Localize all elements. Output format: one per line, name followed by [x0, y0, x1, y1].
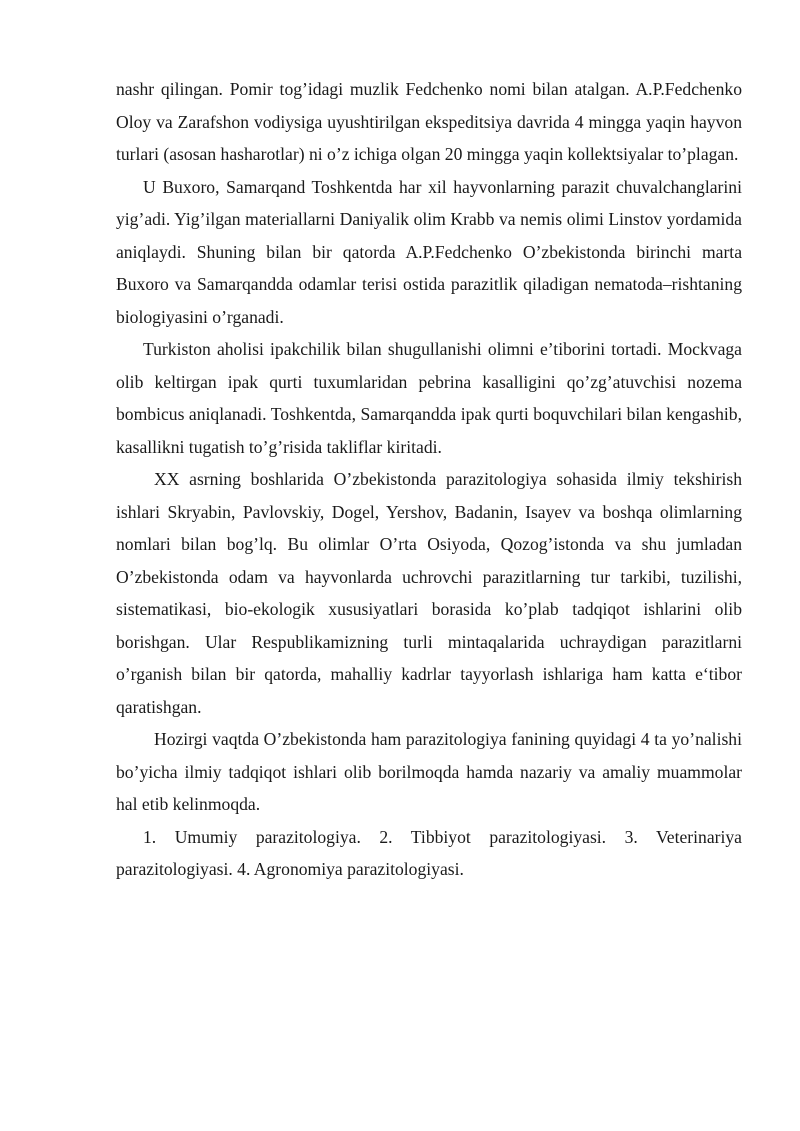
document-page: [116, 73, 742, 886]
paragraph-sericulture: Turkiston aholisi ipakchilik bilan shugullanishi olimni e’tiborini tortadi. Mockvaga olib keltirgan ipak qurti tuxumlaridan pebrina kasalligini qo’zg’atuvchisi nozema bombicus aniqlanadi. Toshkentda, Samarqandda ipak qurti boquvchilari bilan kengashib, kasallikni tugatish to’g’risida takliflar kiritadi.: [116, 339, 742, 457]
paragraph-20th-century-research: XX asrning boshlarida O’zbekistonda parazitologiya sohasida ilmiy tekshirish ishlari Skryabin, Pavlovskiy, Dogel, Yershov, Badanin, Isayev va boshqa olimlarning nomlari bilan bog’lq. Bu olimlar O’rta Osiyoda, Qozog’istonda va shu jumladan O’zbekistonda odam va hayvonlarda uchrovchi parazitlarning tur tarkibi, tuzilishi, sistematikasi, bio-ekologik xususiyatlari borasida ko’plab tadqiqot ishlarini olib borishgan. Ular Respublikamizning turli mintaqalarida uchraydigan parazitlarni o’rganish bilan bir qatorda, mahalliy kadrlar tayyorlash ishlariga ham katta e‘tibor qaratishgan.: [116, 469, 742, 717]
paragraph-parasitic-worms: U Buxoro, Samarqand Toshkentda har xil hayvonlarning parazit chuvalchanglarini yig’adi. Yig’ilgan materiallarni Daniyalik olim Krabb va nemis olimi Linstov yordamida aniqlaydi. Shuning bilan bir qatorda A.P.Fedchenko O’zbekistonda birinchi marta Buxoro va Samarqandda odamlar terisi ostida parazitlik qiladigan nematoda–rishtaning biologiyasini o’rganadi.: [116, 176, 742, 327]
paragraph-fedchenko-expedition: nashr qilingan. Pomir tog’idagi muzlik Fedchenko nomi bilan atalgan. A.P.Fedchenko Oloy va Zarafshon vodiysiga uyushtirilgan ekspeditsiya davrida 4 mingga yaqin hayvon turlari (asosan hasharotlar) ni o’z ichiga olgan 20 mingga yaqin kollektsiyalar to’plagan.: [116, 79, 742, 164]
paragraph-parasitology-branches-list: 1. Umumiy parazitologiya. 2. Tibbiyot parazitologiyasi. 3. Veterinariya parazitologiyasi. 4. Agronomiya parazitologiyasi.: [116, 826, 742, 879]
paragraph-current-directions: Hozirgi vaqtda O’zbekistonda ham parazitologiya fanining quyidagi 4 ta yo’nalishi bo’yicha ilmiy tadqiqot ishlari olib borilmoqda hamda nazariy va amaliy muammolar hal etib kelinmoqda.: [116, 729, 742, 814]
